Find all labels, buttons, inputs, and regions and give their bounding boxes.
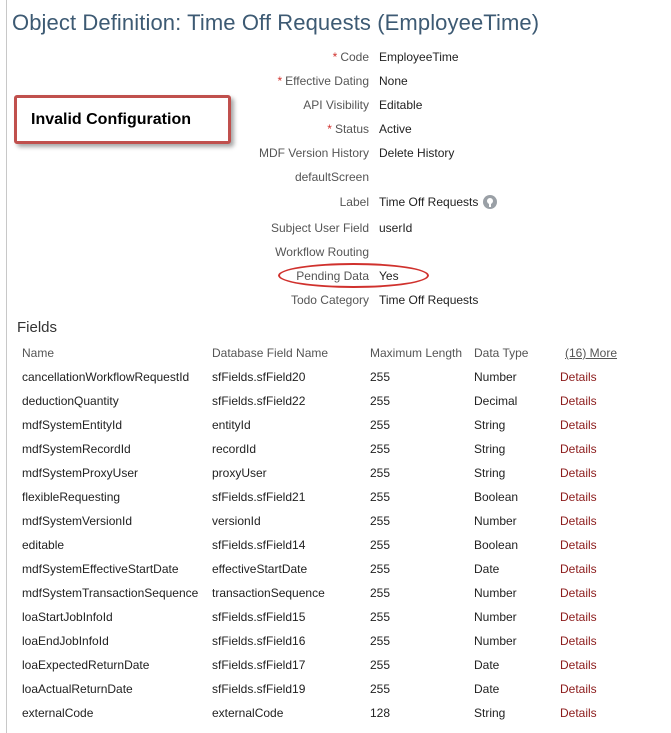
max-length-cell: 255 — [370, 610, 391, 624]
data-type-cell: Boolean — [474, 538, 519, 552]
property-row — [0, 245, 671, 265]
table-row — [22, 394, 662, 414]
table-row — [22, 562, 662, 582]
property-label — [259, 146, 369, 160]
max-length-cell: 255 — [370, 466, 391, 480]
details-link[interactable]: Details — [560, 706, 597, 720]
max-length-cell: 255 — [370, 562, 391, 576]
column-header-maximum-length: Maximum Length — [370, 346, 463, 360]
field-name-cell: cancellationWorkflowRequestId — [22, 370, 190, 384]
details-link[interactable]: Details — [560, 634, 597, 648]
field-name-cell: loaExpectedReturnDate — [22, 658, 150, 672]
property-label-text: Code — [340, 50, 369, 64]
details-link[interactable]: Details — [560, 466, 597, 480]
details-link[interactable]: Details — [560, 418, 597, 432]
property-label — [278, 74, 370, 88]
details-link[interactable]: Details — [560, 682, 597, 696]
property-row — [0, 98, 671, 118]
property-value — [379, 50, 459, 64]
table-row — [22, 370, 662, 390]
property-label-text: Status — [334, 122, 369, 136]
info-icon[interactable] — [483, 195, 497, 209]
details-link[interactable]: Details — [560, 394, 597, 408]
data-type-cell: Boolean — [474, 490, 519, 504]
column-header-database-field-name: Database Field Name — [212, 346, 329, 360]
details-link[interactable]: Details — [560, 514, 597, 528]
property-label-text: Label — [339, 195, 369, 209]
page-title: Object Definition: Time Off Requests (EmployeeTime) — [12, 10, 540, 35]
fields-section-title: Fields — [17, 319, 58, 336]
required-marker: * — [332, 50, 338, 64]
property-value-text: Time Off Requests — [379, 293, 479, 307]
property-label-text: Workflow Routing — [275, 245, 369, 259]
max-length-cell: 255 — [370, 634, 391, 648]
data-type-cell: String — [474, 466, 506, 480]
field-name-cell: deductionQuantity — [22, 394, 119, 408]
property-label-text: defaultScreen — [294, 170, 369, 184]
property-value — [379, 293, 478, 307]
property-value — [379, 146, 454, 160]
details-link[interactable]: Details — [560, 370, 597, 384]
field-name-cell: mdfSystemRecordId — [22, 442, 131, 456]
required-marker: * — [277, 74, 283, 88]
property-value-text: userId — [379, 221, 413, 235]
field-name-cell: mdfSystemTransactionSequence — [22, 586, 199, 600]
property-row — [0, 221, 671, 241]
max-length-cell: 255 — [370, 586, 391, 600]
database-field-cell: entityId — [212, 418, 251, 432]
property-row — [0, 74, 671, 94]
property-label-text: MDF Version History — [258, 146, 369, 160]
details-link[interactable]: Details — [560, 538, 597, 552]
property-row — [0, 146, 671, 166]
property-label — [291, 293, 369, 307]
database-field-cell: sfFields.sfField17 — [212, 658, 306, 672]
table-row — [22, 682, 662, 702]
max-length-cell: 255 — [370, 394, 391, 408]
database-field-cell: sfFields.sfField21 — [212, 490, 306, 504]
details-link[interactable]: Details — [560, 442, 597, 456]
table-row — [22, 610, 662, 630]
more-columns-link[interactable]: (16) More — [565, 346, 618, 360]
field-name-cell: mdfSystemProxyUser — [22, 466, 139, 480]
column-header-name: Name — [22, 346, 55, 360]
details-link[interactable]: Details — [560, 658, 597, 672]
field-name-cell: editable — [22, 538, 65, 552]
required-marker: * — [327, 122, 332, 136]
property-label-text: Effective Dating — [285, 74, 369, 88]
property-value — [379, 74, 408, 88]
table-row — [22, 538, 662, 558]
database-field-cell: sfFields.sfField22 — [212, 394, 306, 408]
property-row — [0, 50, 671, 70]
property-row — [0, 293, 671, 313]
field-name-cell: mdfSystemEntityId — [22, 418, 123, 432]
data-type-cell: String — [474, 706, 506, 720]
property-value-text: Delete History — [379, 146, 455, 160]
property-label — [333, 50, 369, 64]
property-label — [340, 195, 369, 209]
column-header-data-type: Data Type — [474, 346, 529, 360]
field-name-cell: loaActualReturnDate — [22, 682, 133, 696]
property-value-text: EmployeeTime — [379, 50, 459, 64]
max-length-cell: 255 — [370, 658, 391, 672]
data-type-cell: Number — [474, 514, 517, 528]
database-field-cell: sfFields.sfField20 — [212, 370, 306, 384]
property-row — [0, 195, 671, 215]
property-row — [0, 170, 671, 190]
table-row — [22, 634, 662, 654]
max-length-cell: 255 — [370, 490, 391, 504]
property-value-text: Active — [379, 122, 412, 136]
database-field-cell: effectiveStartDate — [212, 562, 308, 576]
property-label-text: Pending Data — [296, 269, 369, 283]
table-row — [22, 658, 662, 678]
pending-data-highlight — [278, 263, 429, 288]
property-label — [295, 170, 369, 184]
data-type-cell: Number — [474, 370, 517, 384]
property-value-text: Yes — [379, 269, 399, 283]
table-row — [22, 466, 662, 486]
field-name-cell: mdfSystemEffectiveStartDate — [22, 562, 179, 576]
property-value — [379, 221, 412, 235]
property-value — [379, 98, 422, 112]
field-name-cell: loaStartJobInfoId — [22, 610, 113, 624]
data-type-cell: String — [474, 442, 506, 456]
property-label-text: Subject User Field — [270, 221, 369, 235]
table-row — [22, 490, 662, 510]
property-label — [271, 221, 369, 235]
max-length-cell: 255 — [370, 682, 391, 696]
data-type-cell: Date — [474, 682, 500, 696]
data-type-cell: Decimal — [474, 394, 518, 408]
data-type-cell: String — [474, 418, 506, 432]
details-link[interactable]: Details — [560, 610, 597, 624]
data-type-cell: Date — [474, 562, 500, 576]
database-field-cell: sfFields.sfField14 — [212, 538, 306, 552]
property-value-text: Editable — [379, 98, 423, 112]
property-label — [327, 122, 369, 136]
max-length-cell: 255 — [370, 370, 391, 384]
data-type-cell: Number — [474, 586, 517, 600]
property-value-text: None — [379, 74, 408, 88]
table-row — [22, 706, 662, 726]
max-length-cell: 255 — [370, 538, 391, 552]
table-row — [22, 442, 662, 462]
details-link[interactable]: Details — [560, 586, 597, 600]
property-label-text: Todo Category — [290, 293, 369, 307]
property-label — [275, 245, 369, 259]
property-value-text: Time Off Requests — [379, 195, 479, 209]
details-link[interactable]: Details — [560, 490, 597, 504]
database-field-cell: versionId — [212, 514, 261, 528]
max-length-cell: 128 — [370, 706, 391, 720]
table-row — [22, 514, 662, 534]
field-name-cell: mdfSystemVersionId — [22, 514, 133, 528]
field-name-cell: loaEndJobInfoId — [22, 634, 109, 648]
database-field-cell: externalCode — [212, 706, 284, 720]
data-type-cell: Number — [474, 634, 517, 648]
field-name-cell: externalCode — [22, 706, 94, 720]
max-length-cell: 255 — [370, 442, 391, 456]
database-field-cell: proxyUser — [212, 466, 267, 480]
details-link[interactable]: Details — [560, 562, 597, 576]
property-label — [303, 98, 369, 112]
database-field-cell: sfFields.sfField19 — [212, 682, 306, 696]
database-field-cell: recordId — [212, 442, 257, 456]
data-type-cell: Number — [474, 610, 517, 624]
property-label-text: API Visibility — [303, 98, 369, 112]
database-field-cell: transactionSequence — [212, 586, 325, 600]
property-row — [0, 122, 671, 142]
max-length-cell: 255 — [370, 418, 391, 432]
property-value — [379, 122, 412, 136]
database-field-cell: sfFields.sfField15 — [212, 610, 306, 624]
database-field-cell: sfFields.sfField16 — [212, 634, 306, 648]
data-type-cell: Date — [474, 658, 500, 672]
field-name-cell: flexibleRequesting — [22, 490, 121, 504]
property-value — [379, 195, 497, 209]
table-row — [22, 586, 662, 606]
invalid-configuration-callout: Invalid Configuration — [14, 95, 231, 144]
max-length-cell: 255 — [370, 514, 391, 528]
table-row — [22, 418, 662, 438]
